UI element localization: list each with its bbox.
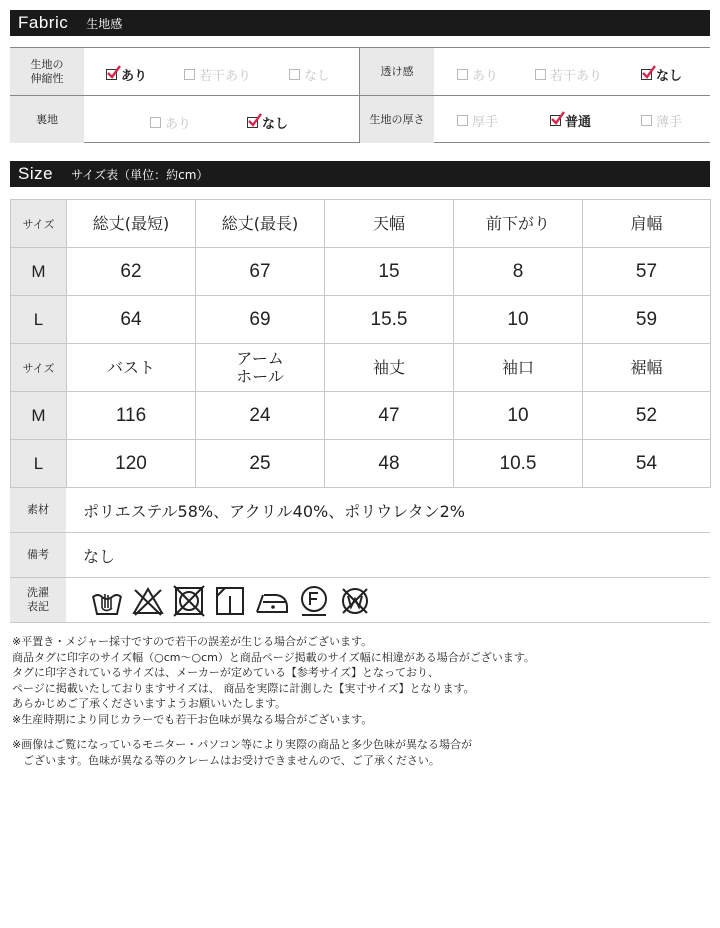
value-cell: 67 (196, 248, 325, 296)
care-icons (90, 583, 379, 619)
remarks-value: なし (83, 546, 116, 566)
note-line: ※生産時期により同じカラーでも若干お色味が異なる場合がございます。 (12, 712, 373, 726)
thickness-option-thick[interactable]: 厚手 (457, 111, 498, 130)
value-cell: 15 (325, 248, 454, 296)
hand-wash-icon (90, 584, 124, 618)
header-cell: 総丈(最長) (196, 200, 325, 248)
checkmark-icon (550, 110, 566, 126)
dry-clean-f-icon (297, 584, 331, 618)
value-cell: 10.5 (454, 440, 583, 488)
care-label: 洗濯 表記 (10, 578, 66, 622)
care-row (10, 578, 710, 623)
checkmark-icon (247, 112, 263, 128)
no-bleach-icon (131, 584, 165, 618)
size-header-row-1 (11, 200, 711, 248)
material-value: ポリエステル58%、アクリル40%、ポリウレタン2% (83, 501, 465, 521)
stretch-option-yes[interactable]: あり (106, 65, 147, 84)
note-line: タグに印字されているサイズは、メーカーが定めている【参考サイズ】となっており、 (12, 666, 440, 679)
checkbox-unchecked (457, 115, 468, 126)
checkbox-unchecked (641, 115, 652, 126)
value-cell: 69 (196, 296, 325, 344)
notes (12, 634, 712, 768)
value-cell: 64 (67, 296, 196, 344)
checkmark-icon (106, 64, 122, 80)
note-line: ※平置き・メジャー採寸ですので若干の誤差が生じる場合がございます。 (12, 635, 373, 648)
table-row (11, 440, 711, 488)
value-cell: 120 (67, 440, 196, 488)
header-cell: 天幅 (325, 200, 454, 248)
value-cell: 57 (583, 248, 711, 296)
header-cell: 袖口 (454, 344, 583, 392)
size-cell: M (11, 392, 67, 440)
note-line: 商品タグに印字のサイズ幅（○cm～○cm）と商品ページ掲載のサイズ幅に相違がある場合がございます。 (12, 650, 535, 664)
fabric-section-header (10, 10, 710, 36)
stretch-label: 生地の 伸縮性 (10, 48, 84, 95)
note-line: ページに掲載いたしておりますサイズは、 商品を実際に計測した【実寸サイズ】となります。 (12, 681, 475, 695)
value-cell: 52 (583, 392, 711, 440)
thickness-option-thin[interactable]: 薄手 (641, 111, 682, 130)
size-label: サイズ (11, 344, 67, 392)
value-cell: 47 (325, 392, 454, 440)
sheer-option-no[interactable]: なし (641, 65, 682, 84)
line-dry-shade-icon (213, 584, 247, 618)
value-cell: 59 (583, 296, 711, 344)
fabric-title: Fabric (18, 13, 69, 32)
size-label: サイズ (11, 200, 67, 248)
fabric-subtitle: 生地感 (86, 16, 123, 31)
header-cell: 肩幅 (583, 200, 711, 248)
size-cell: M (11, 248, 67, 296)
header-cell: 袖丈 (325, 344, 454, 392)
size-cell: L (11, 440, 67, 488)
checkbox-unchecked (457, 69, 468, 80)
stretch-option-no[interactable]: なし (289, 65, 330, 84)
table-row (11, 296, 711, 344)
size-section-header (10, 161, 710, 187)
value-cell: 25 (196, 440, 325, 488)
checkbox-checked (106, 69, 117, 80)
table-row (11, 248, 711, 296)
value-cell: 10 (454, 392, 583, 440)
checkmark-icon (641, 64, 657, 80)
size-table (10, 199, 711, 488)
fabric-table (10, 47, 710, 143)
size-title: Size (18, 164, 54, 183)
remarks-row (10, 533, 710, 578)
header-cell: 裾幅 (583, 344, 711, 392)
fabric-row-1 (10, 48, 710, 96)
value-cell: 54 (583, 440, 711, 488)
material-label: 素材 (10, 488, 66, 532)
lining-option-no[interactable]: なし (247, 113, 288, 132)
sheer-option-slight[interactable]: 若干あり (535, 65, 602, 84)
size-header-row-2 (11, 344, 711, 392)
checkbox-unchecked (289, 69, 300, 80)
checkbox-checked (550, 115, 561, 126)
value-cell: 15.5 (325, 296, 454, 344)
value-cell: 24 (196, 392, 325, 440)
thickness-label: 生地の厚さ (360, 96, 434, 143)
sheer-label: 透け感 (360, 48, 434, 95)
note-line: あらかじめご了承くださいますようお願いいたします。 (12, 697, 287, 710)
material-row (10, 487, 710, 533)
iron-low-icon (254, 584, 290, 618)
header-cell: 総丈(最短) (67, 200, 196, 248)
lining-label: 裏地 (10, 96, 84, 143)
checkbox-unchecked (150, 117, 161, 128)
value-cell: 48 (325, 440, 454, 488)
size-subtitle: サイズ表（単位：約cm） (71, 167, 209, 182)
size-cell: L (11, 296, 67, 344)
header-cell: 前下がり (454, 200, 583, 248)
value-cell: 10 (454, 296, 583, 344)
thickness-option-normal[interactable]: 普通 (550, 111, 591, 130)
header-cell: アーム ホール (196, 344, 325, 392)
sheer-option-yes[interactable]: あり (457, 65, 498, 84)
lining-option-yes[interactable]: あり (150, 113, 191, 132)
fabric-row-2 (10, 96, 710, 143)
stretch-option-slight[interactable]: 若干あり (184, 65, 251, 84)
header-cell: バスト (67, 344, 196, 392)
value-cell: 8 (454, 248, 583, 296)
value-cell: 116 (67, 392, 196, 440)
value-cell: 62 (67, 248, 196, 296)
checkbox-checked (247, 117, 258, 128)
checkbox-unchecked (535, 69, 546, 80)
table-row (11, 392, 711, 440)
no-tumble-dry-icon (172, 584, 206, 618)
no-wet-clean-icon (338, 584, 372, 618)
note-line: ございます。色味が異なる等のクレームはお受けできませんので、ご了承ください。 (12, 753, 440, 767)
note-line: ※画像はご覧になっているモニター・パソコン等により実際の商品と多少色味が異なる場合が (12, 738, 472, 751)
checkbox-unchecked (184, 69, 195, 80)
fabric-divider (359, 48, 360, 143)
checkbox-checked (641, 69, 652, 80)
remarks-label: 備考 (10, 533, 66, 577)
